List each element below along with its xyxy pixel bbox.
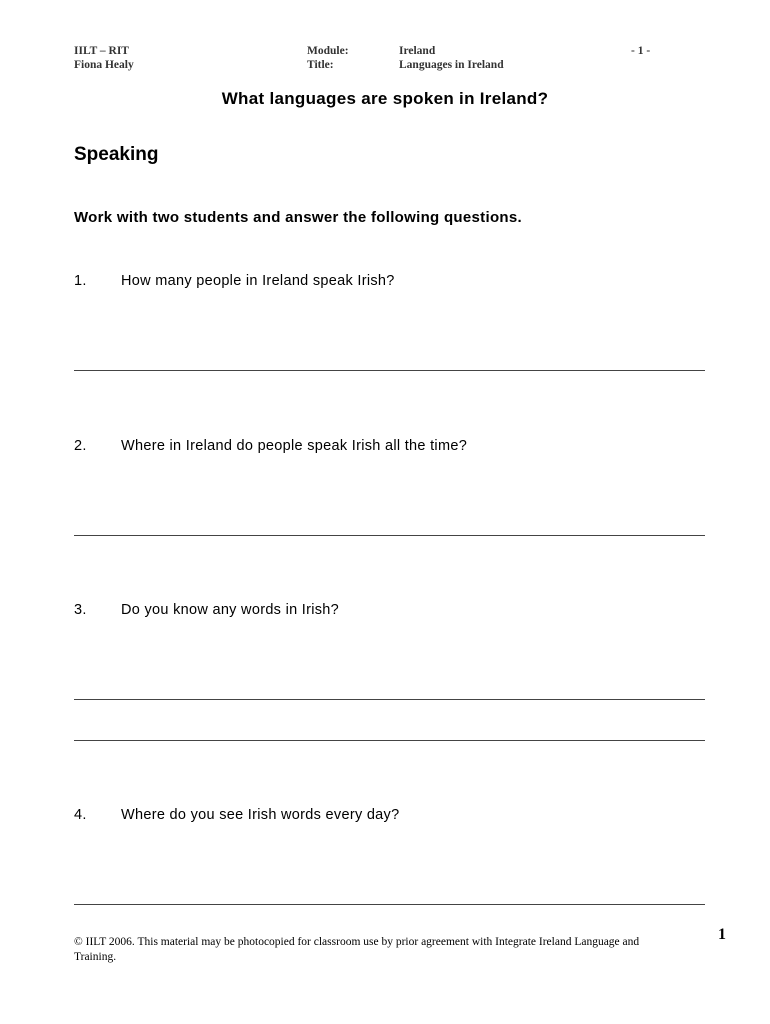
question-text: How many people in Ireland speak Irish? <box>121 273 395 289</box>
copyright-notice: © IILT 2006. This material may be photocopied for classroom use by prior agreement with Integrate Ireland Language and Training. <box>74 936 640 963</box>
answer-line[interactable] <box>74 370 705 371</box>
header-module-label: Module: <box>307 45 349 57</box>
header-title-label: Title: <box>307 59 334 71</box>
page-number: 1 <box>718 926 726 943</box>
question-number: 3. <box>74 602 87 618</box>
header-page-marker: - 1 - <box>631 45 651 57</box>
header-org: IILT – RIT <box>74 45 129 57</box>
answer-line[interactable] <box>74 535 705 536</box>
question-text: Where do you see Irish words every day? <box>121 807 400 823</box>
instruction-text: Work with two students and answer the following questions. <box>74 209 522 226</box>
header-module-value: Ireland <box>399 45 436 57</box>
answer-line[interactable] <box>74 699 705 700</box>
question-text: Do you know any words in Irish? <box>121 602 340 618</box>
section-heading: Speaking <box>74 144 159 165</box>
question-number: 2. <box>74 438 87 454</box>
answer-line[interactable] <box>74 740 705 741</box>
header-title-value: Languages in Ireland <box>399 59 504 71</box>
question-text: Where in Ireland do people speak Irish all the time? <box>121 438 468 454</box>
page-title: What languages are spoken in Ireland? <box>221 89 549 108</box>
question-number: 4. <box>74 807 87 823</box>
header-author: Fiona Healy <box>74 59 134 71</box>
answer-line[interactable] <box>74 904 705 905</box>
question-number: 1. <box>74 273 87 289</box>
